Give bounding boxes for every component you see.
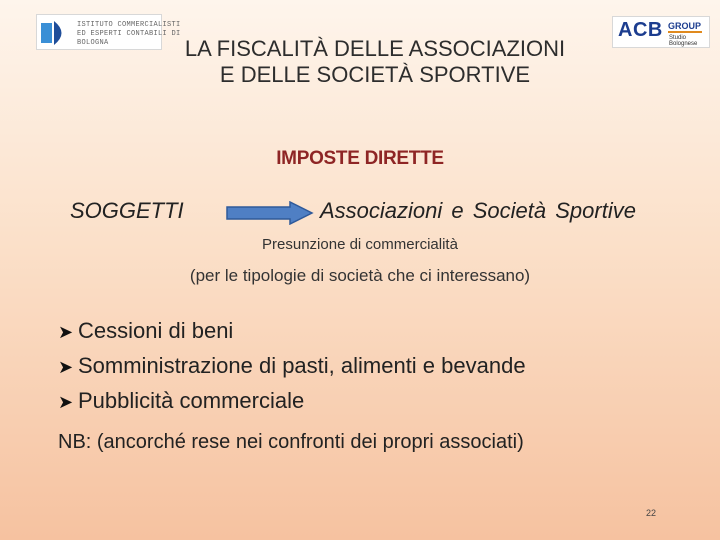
logo-brand: ACB xyxy=(618,19,663,41)
list-item: ➤ Somministrazione di pasti, alimenti e bevande xyxy=(58,352,526,387)
title-line-1: LA FISCALITÀ DELLE ASSOCIAZIONI xyxy=(184,36,566,61)
nb-note: NB: (ancorché rese nei confronti dei propri associati) xyxy=(58,431,524,453)
subjects-value: Associazioni e Società Sportive xyxy=(320,198,636,223)
page-number: 22 xyxy=(646,508,657,518)
right-arrow-icon xyxy=(226,201,314,225)
logo-subtitle: Studio Bolognese xyxy=(669,35,698,47)
list-item: ➤ Pubblicità commerciale xyxy=(58,387,526,422)
logo-left-text: ISTITUTO COMMERCIALISTI ED ESPERTI CONTABILI DI BOLOGNA xyxy=(77,21,181,47)
subjects-label: SOGGETTI xyxy=(70,198,184,223)
chevron-right-icon: ➤ xyxy=(58,322,74,342)
presumption-text: Presunzione di commercialità xyxy=(262,236,458,253)
logo-group: GROUP xyxy=(668,21,702,31)
slide-title xyxy=(0,36,720,88)
title-line-2: E DELLE SOCIETÀ SPORTIVE xyxy=(219,62,531,87)
chevron-right-icon: ➤ xyxy=(58,357,74,377)
types-note: (per le tipologie di società che ci interessano) xyxy=(189,266,531,285)
chevron-right-icon: ➤ xyxy=(58,392,74,412)
logo-accent-bar xyxy=(668,31,702,33)
section-heading: IMPOSTE DIRETTE xyxy=(276,148,444,169)
list-item: ➤ Cessioni di beni xyxy=(58,317,526,352)
bullet-list xyxy=(58,317,526,422)
